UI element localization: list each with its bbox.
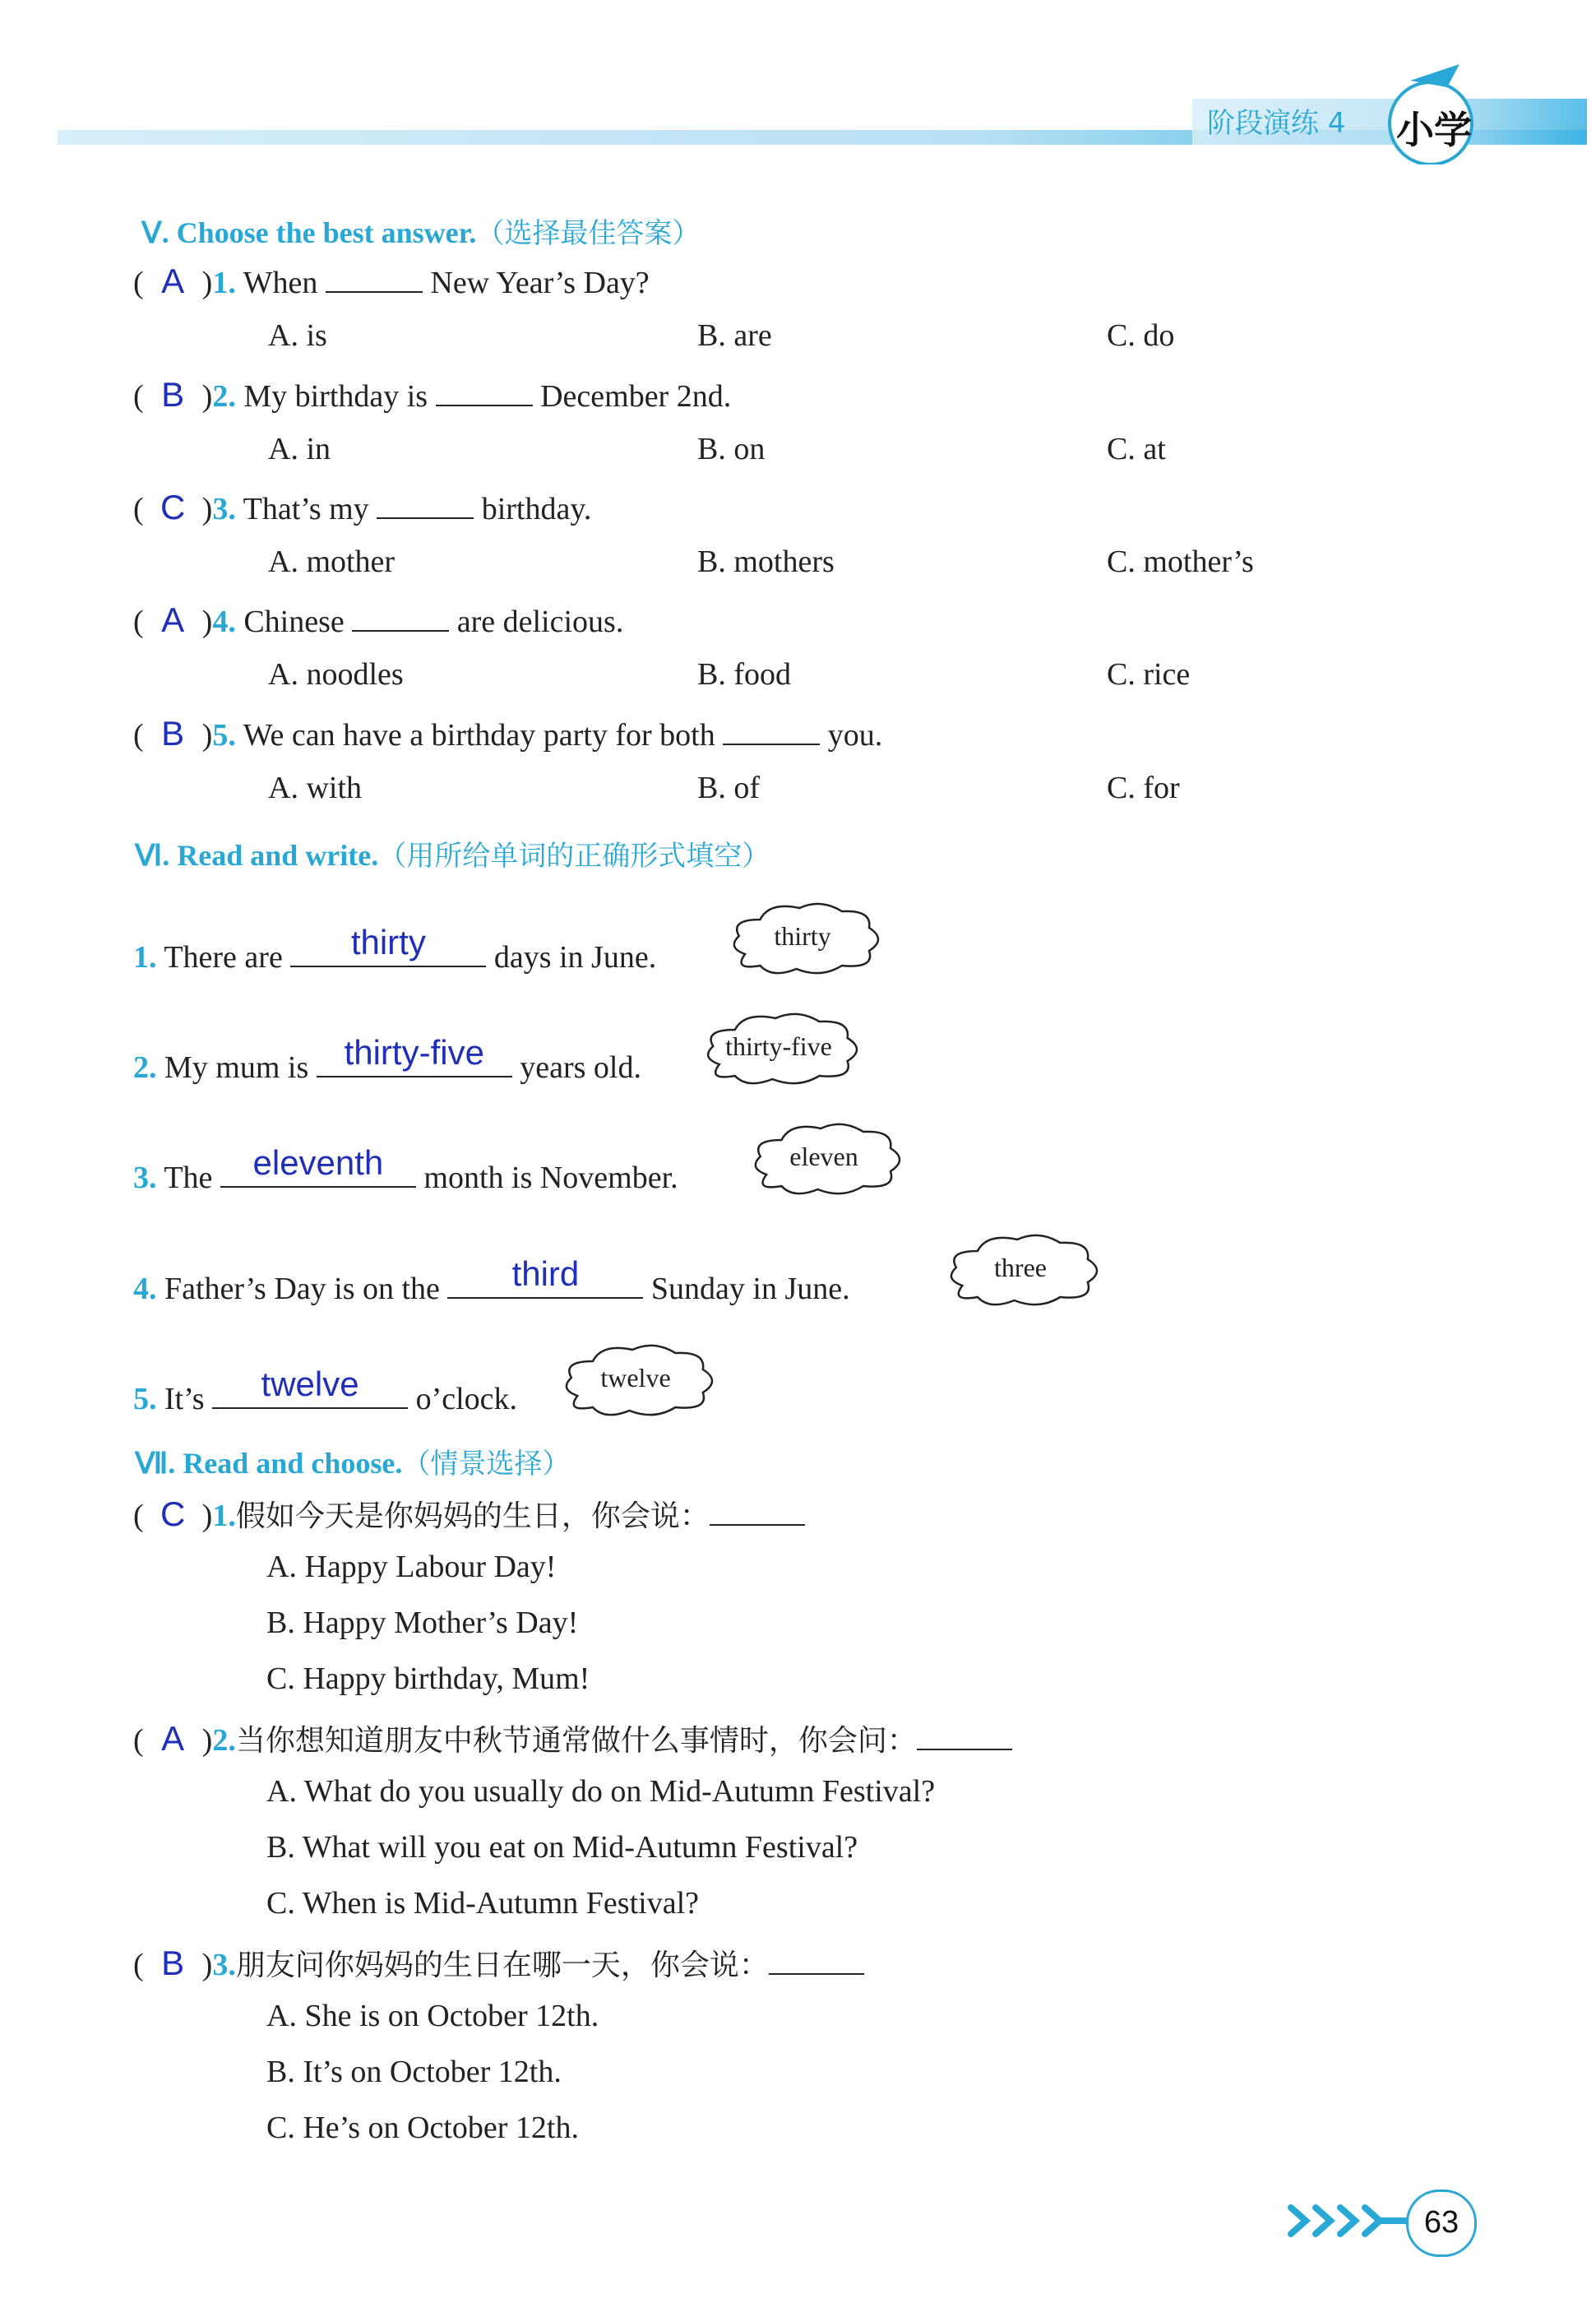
answer-letter: B — [161, 375, 185, 414]
header-band — [0, 0, 1596, 164]
question-text: 朋友问你妈妈的生日在哪一天，你会说： — [235, 1949, 769, 1982]
answer-blank — [723, 719, 820, 745]
section-tag: 阶段演练 4 — [1207, 107, 1346, 140]
option-a: A. in — [268, 432, 331, 466]
option-b: B. What will you eat on Mid-Autumn Festival? — [266, 1830, 858, 1865]
question-number: 1. — [212, 266, 236, 300]
question-text-before: My birthday is — [243, 379, 428, 414]
fill-row — [133, 1365, 518, 1417]
paren-open: ( — [133, 1723, 152, 1758]
fill-row — [133, 1033, 641, 1086]
option-c: C. When is Mid-Autumn Festival? — [266, 1886, 699, 1921]
question-number: 1. — [212, 1499, 236, 1533]
question-text-before: That’s my — [243, 492, 369, 526]
option-b: B. on — [697, 432, 766, 466]
brand-logo: 小学 — [1396, 108, 1472, 152]
answer-letter: B — [161, 714, 185, 753]
item-text-after: month is November. — [423, 1161, 678, 1195]
cloud-word: thirty-five — [725, 1031, 832, 1061]
paren-open: ( — [133, 492, 152, 526]
paren-close: ) — [194, 1499, 213, 1533]
fill-blank — [290, 923, 486, 967]
question-number: 3. — [212, 1948, 236, 1982]
item-number: 4. — [133, 1272, 157, 1306]
option-a: A. Happy Labour Day! — [266, 1550, 557, 1584]
answer-letter: C — [160, 488, 186, 526]
question-text: 假如今天是你妈妈的生日，你会说： — [235, 1499, 710, 1533]
question-text-before: We can have a birthday party for both — [243, 718, 715, 753]
option-b: B. are — [697, 318, 772, 353]
item-text-before: My mum is — [164, 1050, 309, 1085]
item-text-before: The — [164, 1161, 213, 1195]
option-c: C. Happy birthday, Mum! — [266, 1661, 590, 1696]
filled-answer: twelve — [261, 1365, 359, 1403]
fill-row — [133, 1143, 678, 1196]
answer-blank — [326, 266, 423, 293]
question-row — [133, 714, 882, 753]
answer-blank — [436, 380, 533, 406]
page-number: 63 — [1406, 2189, 1477, 2257]
item-text-before: There are — [164, 940, 283, 975]
question-text: 当你想知道朋友中秋节通常做什么事情时，你会问： — [235, 1724, 917, 1758]
question-number: 4. — [212, 605, 236, 639]
answer-letter: B — [161, 1944, 185, 1982]
question-row — [133, 1717, 1012, 1759]
paren-close: ) — [194, 1723, 213, 1758]
section-5-heading: Ⅴ. Choose the best answer.（选择最佳答案） — [141, 216, 701, 250]
question-number: 3. — [212, 492, 236, 526]
filled-answer: third — [511, 1254, 580, 1293]
option-c: C. do — [1107, 318, 1175, 353]
fill-blank — [220, 1143, 416, 1188]
option-a: A. noodles — [268, 657, 404, 692]
item-text-after: years old. — [520, 1050, 641, 1085]
section-6-heading: Ⅵ. Read and write.（用所给单词的正确形式填空） — [135, 839, 770, 873]
fill-row — [133, 1254, 850, 1307]
option-a: A. She is on October 12th. — [266, 1999, 599, 2033]
filled-answer: thirty-five — [344, 1033, 484, 1072]
answer-blank — [710, 1499, 805, 1526]
fill-blank — [212, 1365, 408, 1409]
answer-blank — [917, 1724, 1012, 1750]
question-row — [133, 375, 731, 415]
paren-open: ( — [133, 718, 152, 753]
option-b: B. mothers — [697, 544, 835, 579]
option-a: A. mother — [268, 544, 396, 579]
question-row — [133, 1942, 864, 1984]
section-7-heading: Ⅶ. Read and choose.（情景选择） — [135, 1447, 571, 1480]
paren-close: ) — [194, 266, 213, 300]
option-c: C. mother’s — [1107, 544, 1254, 579]
paren-open: ( — [133, 605, 152, 639]
paren-close: ) — [194, 718, 213, 753]
cloud-word: three — [994, 1253, 1047, 1282]
question-row — [133, 600, 623, 640]
fill-row — [133, 923, 657, 975]
fill-blank — [317, 1033, 512, 1077]
filled-answer: thirty — [350, 923, 426, 962]
cloud-word: twelve — [600, 1363, 671, 1392]
answer-letter: A — [161, 1719, 185, 1758]
item-number: 1. — [133, 940, 157, 975]
answer-letter: A — [161, 262, 185, 300]
item-text-after: Sunday in June. — [650, 1272, 850, 1306]
answer-blank — [377, 493, 474, 519]
option-a: A. What do you usually do on Mid-Autumn Festival? — [266, 1774, 936, 1809]
question-row — [133, 488, 591, 527]
option-b: B. food — [697, 657, 791, 692]
answer-letter: C — [160, 1494, 186, 1533]
paren-close: ) — [194, 1948, 213, 1982]
question-text-after: are delicious. — [456, 605, 624, 639]
answer-blank — [769, 1949, 864, 1975]
answer-letter: A — [161, 600, 185, 639]
footer-arrows-icon — [1283, 2196, 1414, 2245]
item-text-after: o’clock. — [415, 1382, 518, 1416]
item-number: 5. — [133, 1382, 157, 1416]
question-text-after: you. — [827, 718, 883, 753]
question-number: 5. — [212, 718, 236, 753]
question-row — [133, 262, 650, 301]
question-row — [133, 1493, 805, 1535]
question-number: 2. — [212, 1723, 236, 1758]
item-text-after: days in June. — [493, 940, 657, 975]
item-text-before: Father’s Day is on the — [164, 1272, 440, 1306]
option-a: A. is — [268, 318, 327, 353]
paren-close: ) — [194, 379, 213, 414]
option-c: C. He’s on October 12th. — [266, 2111, 579, 2145]
item-text-before: It’s — [164, 1382, 205, 1416]
item-number: 2. — [133, 1050, 157, 1085]
item-number: 3. — [133, 1161, 157, 1195]
fill-blank — [447, 1254, 643, 1299]
paren-close: ) — [194, 492, 213, 526]
cloud-word: eleven — [789, 1142, 858, 1171]
option-c: C. at — [1107, 432, 1166, 466]
question-text-before: When — [243, 266, 318, 300]
paren-open: ( — [133, 379, 152, 414]
option-b: B. of — [697, 771, 760, 805]
option-b: B. It’s on October 12th. — [266, 2055, 562, 2089]
paren-close: ) — [194, 605, 213, 639]
option-b: B. Happy Mother’s Day! — [266, 1606, 579, 1640]
question-text-after: New Year’s Day? — [430, 266, 650, 300]
question-number: 2. — [212, 379, 236, 414]
paren-open: ( — [133, 1499, 152, 1533]
paren-open: ( — [133, 266, 152, 300]
option-a: A. with — [268, 771, 362, 805]
option-c: C. rice — [1107, 657, 1191, 692]
filled-answer: eleventh — [252, 1143, 384, 1182]
answer-blank — [352, 605, 449, 632]
cloud-word: thirty — [774, 921, 831, 951]
question-text-after: December 2nd. — [540, 379, 732, 414]
question-text-after: birthday. — [481, 492, 592, 526]
option-c: C. for — [1107, 771, 1180, 805]
question-text-before: Chinese — [243, 605, 345, 639]
paren-open: ( — [133, 1948, 152, 1982]
